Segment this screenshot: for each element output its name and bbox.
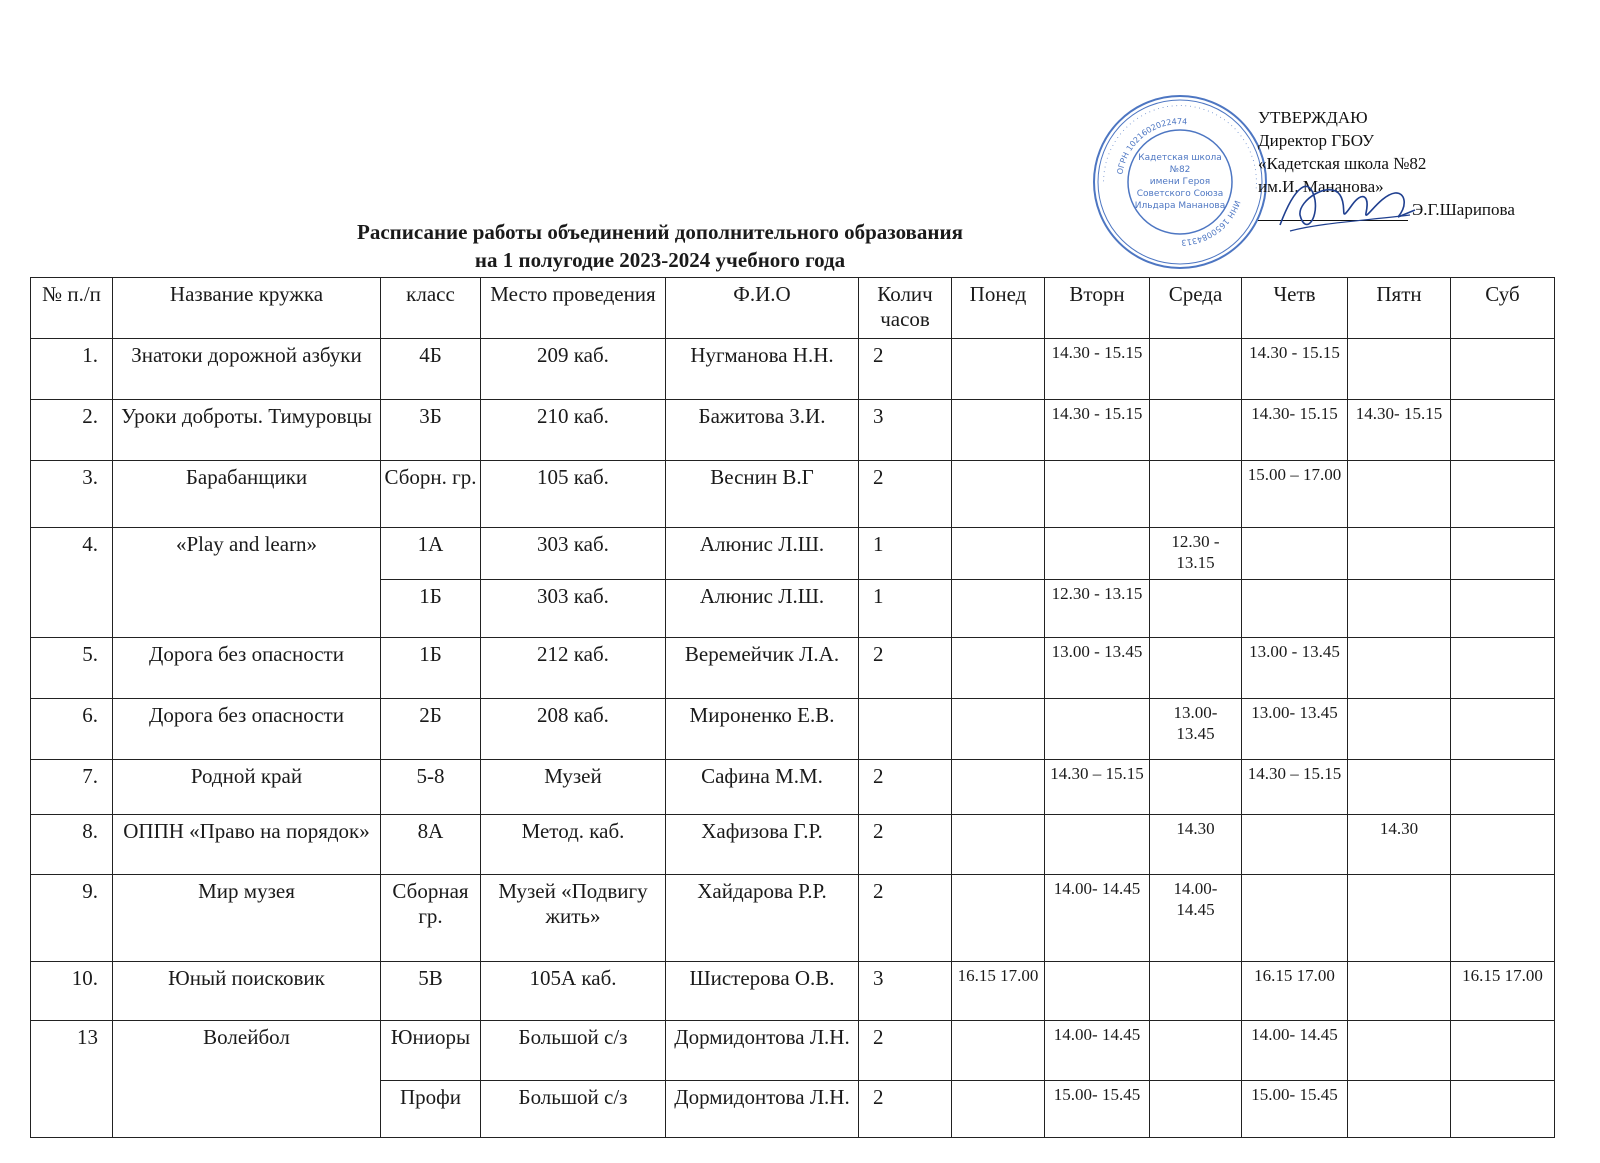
- cell-fio: Алюнис Л.Ш.: [666, 528, 859, 580]
- cell-wed: [1150, 580, 1242, 638]
- cell-fri: [1348, 580, 1451, 638]
- cell-fri: [1348, 1021, 1451, 1081]
- table-row: [31, 638, 1555, 699]
- cell-thu: 14.00- 14.45: [1242, 1021, 1348, 1081]
- approval-school: «Кадетская школа №82: [1258, 154, 1427, 173]
- cell-mon: [952, 760, 1045, 815]
- header-place: Место проведения: [481, 278, 666, 339]
- cell-num: 2.: [31, 400, 113, 461]
- cell-num: 8.: [31, 815, 113, 875]
- cell-tue: [1045, 815, 1150, 875]
- cell-name: Дорога без опасности: [113, 638, 381, 699]
- cell-thu: 13.00- 13.45: [1242, 699, 1348, 760]
- cell-tue: 14.30 - 15.15: [1045, 400, 1150, 461]
- cell-hours: 2: [859, 638, 952, 699]
- cell-place: Большой с/з: [481, 1021, 666, 1081]
- cell-class: 4Б: [381, 339, 481, 400]
- cell-class: 8А: [381, 815, 481, 875]
- cell-hours: 1: [859, 580, 952, 638]
- cell-hours: 2: [859, 1021, 952, 1081]
- cell-tue: 13.00 - 13.45: [1045, 638, 1150, 699]
- cell-hours: 2: [859, 339, 952, 400]
- cell-fri: [1348, 699, 1451, 760]
- cell-class: 5В: [381, 962, 481, 1021]
- cell-num: 3.: [31, 461, 113, 528]
- title-line-2: на 1 полугодие 2023-2024 учебного года: [474, 248, 846, 272]
- cell-mon: [952, 1081, 1045, 1138]
- cell-hours: 3: [859, 962, 952, 1021]
- cell-place: 303 каб.: [481, 580, 666, 638]
- header-wed: Среда: [1150, 278, 1242, 339]
- title-line-1: Расписание работы объединений дополнительного образования: [357, 220, 963, 244]
- cell-wed: [1150, 760, 1242, 815]
- header-sat: Суб: [1451, 278, 1555, 339]
- header-fio: Ф.И.О: [666, 278, 859, 339]
- cell-num: 7.: [31, 760, 113, 815]
- cell-sat: [1451, 760, 1555, 815]
- stamp-text-2: №82: [1169, 165, 1191, 175]
- cell-tue: 15.00- 15.45: [1045, 1081, 1150, 1138]
- cell-sat: [1451, 875, 1555, 962]
- cell-mon: 16.15 17.00: [952, 962, 1045, 1021]
- cell-mon: [952, 461, 1045, 528]
- cell-mon: [952, 1021, 1045, 1081]
- cell-sat: [1451, 1081, 1555, 1138]
- cell-num: 1.: [31, 339, 113, 400]
- approval-school-name: им.И. Мананова»: [1258, 177, 1384, 196]
- cell-name: Волейбол: [113, 1021, 381, 1138]
- cell-sat: [1451, 638, 1555, 699]
- cell-hours: 2: [859, 815, 952, 875]
- cell-class: Профи: [381, 1081, 481, 1138]
- cell-name: Дорога без опасности: [113, 699, 381, 760]
- cell-name: Родной край: [113, 760, 381, 815]
- cell-class: 2Б: [381, 699, 481, 760]
- cell-hours: 3: [859, 400, 952, 461]
- cell-name: Мир музея: [113, 875, 381, 962]
- table-row: [31, 962, 1555, 1021]
- cell-place: Музей «Подвигу жить»: [481, 875, 666, 962]
- cell-wed: [1150, 638, 1242, 699]
- cell-wed: [1150, 461, 1242, 528]
- cell-mon: [952, 815, 1045, 875]
- cell-num: 5.: [31, 638, 113, 699]
- handwritten-signature: [1270, 165, 1420, 245]
- cell-fio: Дормидонтова Л.Н.: [666, 1021, 859, 1081]
- cell-class: 5-8: [381, 760, 481, 815]
- cell-fri: [1348, 760, 1451, 815]
- cell-sat: 16.15 17.00: [1451, 962, 1555, 1021]
- cell-fio: Дормидонтова Л.Н.: [666, 1081, 859, 1138]
- cell-wed: 14.00- 14.45: [1150, 875, 1242, 962]
- cell-fri: [1348, 461, 1451, 528]
- cell-thu: 15.00 – 17.00: [1242, 461, 1348, 528]
- cell-mon: [952, 400, 1045, 461]
- cell-name: Уроки доброты. Тимуровцы: [113, 400, 381, 461]
- cell-tue: [1045, 699, 1150, 760]
- cell-class: Сборная гр.: [381, 875, 481, 962]
- cell-thu: 14.30- 15.15: [1242, 400, 1348, 461]
- official-stamp: [1090, 92, 1270, 272]
- cell-place: 105 каб.: [481, 461, 666, 528]
- cell-hours: 2: [859, 760, 952, 815]
- cell-hours: 2: [859, 461, 952, 528]
- table-row: [31, 1021, 1555, 1081]
- cell-place: 303 каб.: [481, 528, 666, 580]
- table-row: [31, 875, 1555, 962]
- cell-sat: [1451, 815, 1555, 875]
- cell-mon: [952, 638, 1045, 699]
- cell-wed: [1150, 1021, 1242, 1081]
- schedule-table: [30, 277, 1555, 1138]
- table-row: [31, 815, 1555, 875]
- cell-num: 6.: [31, 699, 113, 760]
- cell-fio: Веснин В.Г: [666, 461, 859, 528]
- header-class: класс: [381, 278, 481, 339]
- cell-hours: 2: [859, 875, 952, 962]
- table-row: [31, 760, 1555, 815]
- cell-thu: [1242, 815, 1348, 875]
- header-thu: Четв: [1242, 278, 1348, 339]
- cell-thu: [1242, 580, 1348, 638]
- cell-sat: [1451, 461, 1555, 528]
- cell-thu: 13.00 - 13.45: [1242, 638, 1348, 699]
- cell-fri: 14.30: [1348, 815, 1451, 875]
- cell-fri: [1348, 528, 1451, 580]
- cell-tue: 14.00- 14.45: [1045, 875, 1150, 962]
- cell-thu: [1242, 875, 1348, 962]
- cell-num: 13: [31, 1021, 113, 1138]
- cell-wed: 13.00- 13.45: [1150, 699, 1242, 760]
- header-tue: Вторн: [1045, 278, 1150, 339]
- cell-class: 3Б: [381, 400, 481, 461]
- director-name: Э.Г.Шарипова: [1412, 200, 1515, 219]
- cell-name: Юный поисковик: [113, 962, 381, 1021]
- cell-sat: [1451, 1021, 1555, 1081]
- cell-class: 1Б: [381, 638, 481, 699]
- stamp-text-1: Кадетская школа: [1138, 153, 1222, 163]
- cell-fio: Мироненко Е.В.: [666, 699, 859, 760]
- cell-tue: 14.00- 14.45: [1045, 1021, 1150, 1081]
- cell-fio: Хафизова Г.Р.: [666, 815, 859, 875]
- cell-num: 9.: [31, 875, 113, 962]
- cell-fio: Бажитова З.И.: [666, 400, 859, 461]
- approval-position: Директор ГБОУ: [1258, 131, 1375, 150]
- table-row: [31, 400, 1555, 461]
- table-row: [31, 699, 1555, 760]
- cell-class: 1Б: [381, 580, 481, 638]
- cell-place: 105А каб.: [481, 962, 666, 1021]
- cell-fri: [1348, 1081, 1451, 1138]
- cell-place: Большой с/з: [481, 1081, 666, 1138]
- cell-tue: 14.30 – 15.15: [1045, 760, 1150, 815]
- approval-heading: УТВЕРЖДАЮ: [1258, 108, 1368, 127]
- stamp-inn: ИНН 1650084313: [1181, 199, 1242, 248]
- cell-fio: Сафина М.М.: [666, 760, 859, 815]
- cell-thu: [1242, 528, 1348, 580]
- cell-mon: [952, 699, 1045, 760]
- cell-sat: [1451, 580, 1555, 638]
- cell-place: 212 каб.: [481, 638, 666, 699]
- cell-wed: [1150, 400, 1242, 461]
- cell-tue: 14.30 - 15.15: [1045, 339, 1150, 400]
- cell-tue: [1045, 962, 1150, 1021]
- cell-sat: [1451, 400, 1555, 461]
- header-num: № п./п: [31, 278, 113, 339]
- cell-num: 4.: [31, 528, 113, 638]
- cell-mon: [952, 528, 1045, 580]
- cell-tue: [1045, 461, 1150, 528]
- cell-mon: [952, 875, 1045, 962]
- cell-name: ОППН «Право на порядок»: [113, 815, 381, 875]
- svg-text:· · · · · · · · · · · · · · ·: · · · · · · · · · · · · · · · · · · · · · · · · · · · · · · · · · · · · · · · · · · · · · · · · · · · · · ·: [1099, 101, 1261, 190]
- cell-fri: 14.30- 15.15: [1348, 400, 1451, 461]
- stamp-text-4: Советского Союза: [1136, 189, 1224, 199]
- table-row: [31, 461, 1555, 528]
- cell-sat: [1451, 339, 1555, 400]
- cell-fio: Шистерова О.В.: [666, 962, 859, 1021]
- cell-tue: [1045, 528, 1150, 580]
- cell-hours: 1: [859, 528, 952, 580]
- cell-fri: [1348, 962, 1451, 1021]
- cell-class: 1А: [381, 528, 481, 580]
- header-hours: Колич часов: [859, 278, 952, 339]
- cell-wed: 14.30: [1150, 815, 1242, 875]
- cell-place: Музей: [481, 760, 666, 815]
- cell-place: Метод. каб.: [481, 815, 666, 875]
- header-mon: Понед: [952, 278, 1045, 339]
- cell-class: Юниоры: [381, 1021, 481, 1081]
- header-name: Название кружка: [113, 278, 381, 339]
- cell-wed: [1150, 1081, 1242, 1138]
- cell-name: Знатоки дорожной азбуки: [113, 339, 381, 400]
- cell-place: 210 каб.: [481, 400, 666, 461]
- cell-thu: 14.30 – 15.15: [1242, 760, 1348, 815]
- cell-wed: 12.30 - 13.15: [1150, 528, 1242, 580]
- cell-fio: Алюнис Л.Ш.: [666, 580, 859, 638]
- cell-hours: 2: [859, 1081, 952, 1138]
- cell-mon: [952, 339, 1045, 400]
- stamp-text-5: Ильдара Мананова: [1134, 201, 1226, 211]
- cell-thu: 14.30 - 15.15: [1242, 339, 1348, 400]
- cell-tue: 12.30 - 13.15: [1045, 580, 1150, 638]
- cell-wed: [1150, 339, 1242, 400]
- cell-hours: [859, 699, 952, 760]
- cell-num: 10.: [31, 962, 113, 1021]
- cell-fio: Веремейчик Л.А.: [666, 638, 859, 699]
- table-row: [31, 339, 1555, 400]
- cell-thu: 16.15 17.00: [1242, 962, 1348, 1021]
- cell-sat: [1451, 699, 1555, 760]
- cell-thu: 15.00- 15.45: [1242, 1081, 1348, 1138]
- cell-fio: Хайдарова Р.Р.: [666, 875, 859, 962]
- document-title: [250, 218, 1070, 274]
- table-header-row: [31, 278, 1555, 339]
- cell-fio: Нугманова Н.Н.: [666, 339, 859, 400]
- cell-mon: [952, 580, 1045, 638]
- stamp-text-3: имени Героя: [1149, 177, 1211, 187]
- stamp-ogrn: ОГРН 1021602022474: [1115, 116, 1188, 176]
- cell-fri: [1348, 339, 1451, 400]
- cell-place: 209 каб.: [481, 339, 666, 400]
- table-row: [31, 528, 1555, 580]
- cell-place: 208 каб.: [481, 699, 666, 760]
- cell-fri: [1348, 638, 1451, 699]
- header-fri: Пятн: [1348, 278, 1451, 339]
- cell-name: Барабанщики: [113, 461, 381, 528]
- cell-sat: [1451, 528, 1555, 580]
- cell-wed: [1150, 962, 1242, 1021]
- cell-name: «Play and learn»: [113, 528, 381, 638]
- cell-class: Сборн. гр.: [381, 461, 481, 528]
- cell-fri: [1348, 875, 1451, 962]
